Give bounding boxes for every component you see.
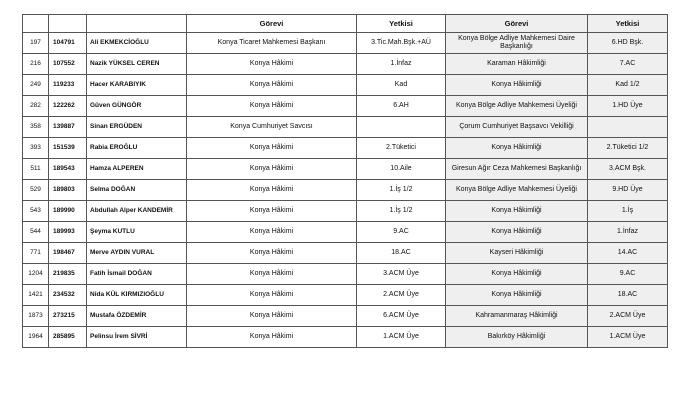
table-row xyxy=(23,285,668,306)
table-row xyxy=(23,201,668,222)
cell-current-duty: Konya Hâkimi xyxy=(187,285,357,306)
cell-sicil: 189803 xyxy=(49,180,87,201)
cell-sicil: 119233 xyxy=(49,75,87,96)
cell-new-authority: 7.AC xyxy=(588,54,668,75)
cell-current-duty: Konya Hâkimi xyxy=(187,96,357,117)
cell-name: Fatih İsmail DOĞAN xyxy=(87,264,187,285)
cell-new-authority: 1.İnfaz xyxy=(588,222,668,243)
cell-new-duty: Konya Hâkimliği xyxy=(446,201,588,222)
cell-new-authority xyxy=(588,117,668,138)
table-row xyxy=(23,33,668,54)
cell-new-authority: 2.ACM Üye xyxy=(588,306,668,327)
table-row xyxy=(23,138,668,159)
cell-new-duty: Kayseri Hâkimliği xyxy=(446,243,588,264)
cell-no: 529 xyxy=(23,180,49,201)
cell-current-duty: Konya Hâkimi xyxy=(187,138,357,159)
cell-new-duty: Karaman Hâkimliği xyxy=(446,54,588,75)
cell-new-duty: Konya Hâkimliği xyxy=(446,75,588,96)
cell-current-duty: Konya Hâkimi xyxy=(187,327,357,348)
header-new-duty: Görevi xyxy=(446,15,588,33)
table-row xyxy=(23,222,668,243)
cell-sicil: 285895 xyxy=(49,327,87,348)
header-no xyxy=(23,15,49,33)
cell-new-duty: Bakırköy Hâkimliği xyxy=(446,327,588,348)
cell-current-authority xyxy=(357,117,446,138)
cell-current-authority: 1.İş 1/2 xyxy=(357,201,446,222)
cell-current-authority: 6.ACM Üye xyxy=(357,306,446,327)
assignment-table xyxy=(22,14,668,348)
cell-new-duty: Giresun Ağır Ceza Mahkemesi Başkanlığı xyxy=(446,159,588,180)
cell-sicil: 104791 xyxy=(49,33,87,54)
cell-no: 393 xyxy=(23,138,49,159)
cell-name: Güven GÜNGÖR xyxy=(87,96,187,117)
cell-sicil: 189543 xyxy=(49,159,87,180)
cell-sicil: 189990 xyxy=(49,201,87,222)
cell-new-duty: Konya Bölge Adliye Mahkemesi Üyeliği xyxy=(446,180,588,201)
cell-no: 543 xyxy=(23,201,49,222)
cell-current-authority: 1.ACM Üye xyxy=(357,327,446,348)
table-row xyxy=(23,75,668,96)
cell-current-duty: Konya Ticaret Mahkemesi Başkanı xyxy=(187,33,357,54)
cell-name: Nazik YÜKSEL CEREN xyxy=(87,54,187,75)
cell-name: Hamza ALPEREN xyxy=(87,159,187,180)
cell-new-duty: Konya Bölge Adliye Mahkemesi Daire Başkanlığı xyxy=(446,33,588,54)
cell-new-authority: 9.AC xyxy=(588,264,668,285)
cell-current-duty: Konya Hâkimi xyxy=(187,180,357,201)
cell-name: Sinan ERGÜDEN xyxy=(87,117,187,138)
cell-sicil: 234532 xyxy=(49,285,87,306)
cell-new-authority: 18.AC xyxy=(588,285,668,306)
cell-current-authority: 18.AC xyxy=(357,243,446,264)
cell-new-authority: 3.ACM Bşk. xyxy=(588,159,668,180)
cell-current-duty: Konya Hâkimi xyxy=(187,222,357,243)
cell-current-duty: Konya Hâkimi xyxy=(187,243,357,264)
cell-new-duty: Konya Hâkimliği xyxy=(446,264,588,285)
cell-current-authority: 9.AC xyxy=(357,222,446,243)
cell-no: 511 xyxy=(23,159,49,180)
cell-no: 1964 xyxy=(23,327,49,348)
table-row xyxy=(23,243,668,264)
cell-current-authority: 1.İnfaz xyxy=(357,54,446,75)
cell-current-authority: 1.İş 1/2 xyxy=(357,180,446,201)
cell-current-authority: 6.AH xyxy=(357,96,446,117)
cell-current-duty: Konya Hâkimi xyxy=(187,75,357,96)
cell-new-duty: Konya Hâkimliği xyxy=(446,138,588,159)
cell-name: Nida KÜL KIRMIZIOĞLU xyxy=(87,285,187,306)
cell-current-authority: Kad xyxy=(357,75,446,96)
cell-new-duty: Çorum Cumhuriyet Başsavcı Vekilliği xyxy=(446,117,588,138)
cell-name: Pelinsu İrem SİVRİ xyxy=(87,327,187,348)
cell-sicil: 122262 xyxy=(49,96,87,117)
cell-current-duty: Konya Cumhuriyet Savcısı xyxy=(187,117,357,138)
cell-new-duty: Konya Hâkimliği xyxy=(446,285,588,306)
cell-new-authority: 6.HD Bşk. xyxy=(588,33,668,54)
cell-no: 1873 xyxy=(23,306,49,327)
header-new-authority: Yetkisi xyxy=(588,15,668,33)
cell-no: 197 xyxy=(23,33,49,54)
table-row xyxy=(23,96,668,117)
header-current-authority: Yetkisi xyxy=(357,15,446,33)
cell-name: Şeyma KUTLU xyxy=(87,222,187,243)
table-row xyxy=(23,306,668,327)
cell-new-duty: Konya Hâkimliği xyxy=(446,222,588,243)
cell-name: Rabia EROĞLU xyxy=(87,138,187,159)
cell-name: Selma DOĞAN xyxy=(87,180,187,201)
cell-new-authority: 9.HD Üye xyxy=(588,180,668,201)
cell-new-authority: 14.AC xyxy=(588,243,668,264)
cell-current-authority: 3.ACM Üye xyxy=(357,264,446,285)
cell-new-authority: 1.ACM Üye xyxy=(588,327,668,348)
table-body xyxy=(23,33,668,348)
cell-sicil: 189993 xyxy=(49,222,87,243)
cell-new-duty: Kahramanmaraş Hâkimliği xyxy=(446,306,588,327)
cell-name: Mustafa ÖZDEMİR xyxy=(87,306,187,327)
cell-current-duty: Konya Hâkimi xyxy=(187,54,357,75)
table-row xyxy=(23,327,668,348)
cell-current-authority: 2.ACM Üye xyxy=(357,285,446,306)
header-name xyxy=(87,15,187,33)
cell-new-authority: 2.Tüketici 1/2 xyxy=(588,138,668,159)
table-row xyxy=(23,117,668,138)
cell-name: Hacer KARABIYIK xyxy=(87,75,187,96)
cell-no: 1204 xyxy=(23,264,49,285)
cell-current-authority: 3.Tic.Mah.Bşk.+AÜ xyxy=(357,33,446,54)
header-sicil xyxy=(49,15,87,33)
cell-current-duty: Konya Hâkimi xyxy=(187,264,357,285)
cell-sicil: 139887 xyxy=(49,117,87,138)
cell-no: 771 xyxy=(23,243,49,264)
cell-new-duty: Konya Bölge Adliye Mahkemesi Üyeliği xyxy=(446,96,588,117)
cell-sicil: 151539 xyxy=(49,138,87,159)
table-row xyxy=(23,264,668,285)
table-row xyxy=(23,54,668,75)
cell-new-authority: 1.HD Üye xyxy=(588,96,668,117)
cell-no: 249 xyxy=(23,75,49,96)
cell-sicil: 107552 xyxy=(49,54,87,75)
cell-sicil: 198467 xyxy=(49,243,87,264)
cell-new-authority: Kad 1/2 xyxy=(588,75,668,96)
cell-current-duty: Konya Hâkimi xyxy=(187,159,357,180)
header-current-duty: Görevi xyxy=(187,15,357,33)
cell-new-authority: 1.İş xyxy=(588,201,668,222)
cell-sicil: 273215 xyxy=(49,306,87,327)
table-row xyxy=(23,180,668,201)
cell-no: 1421 xyxy=(23,285,49,306)
cell-sicil: 219835 xyxy=(49,264,87,285)
table-header-row xyxy=(23,15,668,33)
cell-name: Ali EKMEKCİOĞLU xyxy=(87,33,187,54)
table-row xyxy=(23,159,668,180)
cell-current-authority: 2.Tüketici xyxy=(357,138,446,159)
cell-name: Merve AYDIN VURAL xyxy=(87,243,187,264)
cell-no: 216 xyxy=(23,54,49,75)
cell-current-duty: Konya Hâkimi xyxy=(187,306,357,327)
cell-no: 544 xyxy=(23,222,49,243)
cell-name: Abdullah Alper KANDEMİR xyxy=(87,201,187,222)
cell-no: 358 xyxy=(23,117,49,138)
cell-current-authority: 10.Aile xyxy=(357,159,446,180)
cell-current-duty: Konya Hâkimi xyxy=(187,201,357,222)
cell-no: 282 xyxy=(23,96,49,117)
page-wrapper xyxy=(22,14,668,348)
